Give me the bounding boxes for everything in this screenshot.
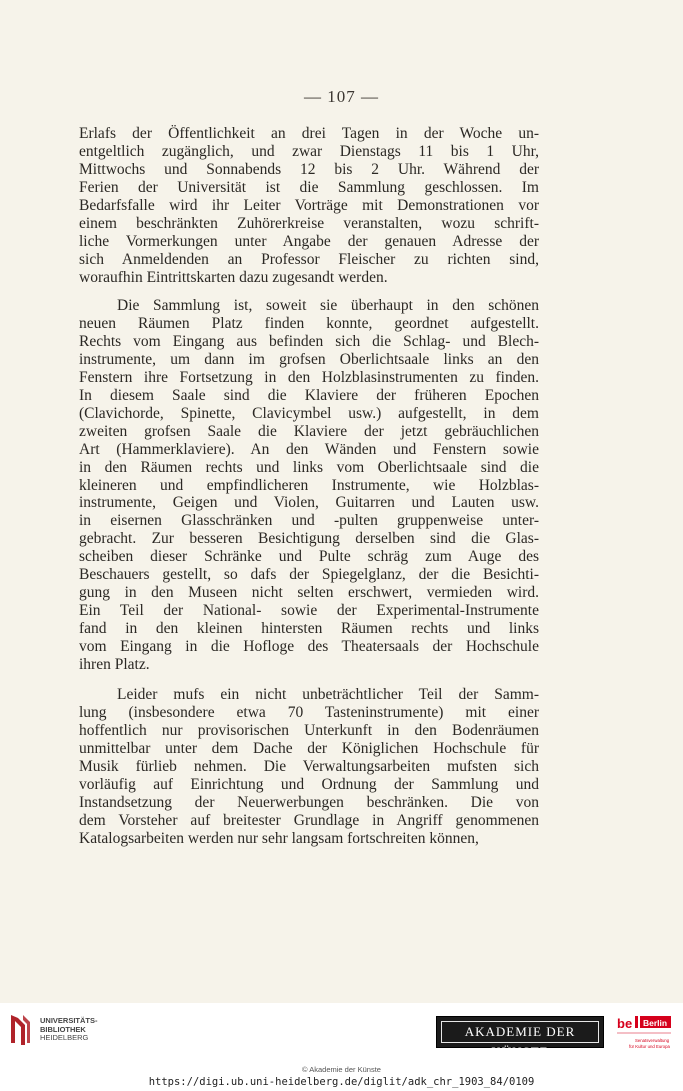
- text-line: sich Anmeldenden an Professor Fleischer zu richten sind,: [79, 250, 539, 268]
- text-line: vom Eingang in die Hofloge des Theatersaals der Hochschule: [79, 638, 539, 656]
- library-name-line: HEIDELBERG: [40, 1033, 89, 1042]
- text-line: dem Vorsteher auf breitester Grundlage in Angriff genommenen: [79, 811, 539, 829]
- text-line: unmittelbar unter dem Dache der Königlichen Hochschule für: [79, 739, 539, 757]
- text-line: In diesem Saale sind die Klaviere der früheren Epochen: [79, 386, 539, 404]
- text-line: Beschauers gestellt, so dafs der Spiegelglanz, der die Besichti-: [79, 566, 539, 584]
- text-line: hoffentlich nur provisorischen Unterkunft in den Bodenräumen: [79, 721, 539, 739]
- text-line: Erlafs der Öffentlichkeit an drei Tagen in der Woche un-: [79, 125, 539, 142]
- copyright-notice: © Akademie der Künste: [302, 1065, 381, 1074]
- senate-subtitle: für Kultur und Europa: [629, 1044, 670, 1049]
- text-line: zweiten grofsen Saale die Klaviere der jetzt gebräuchlichen: [79, 422, 539, 440]
- text-line: in den Räumen rechts und links vom Oberlichtsaale sind die: [79, 458, 539, 476]
- akademie-der-kuenste-logo[interactable]: [436, 1016, 604, 1059]
- text-line: instrumente, um dann im grofsen Oberlichtsaale links an den: [79, 350, 539, 368]
- berlin-mark: Berlin: [643, 1018, 668, 1028]
- text-line: einem beschränkten Zuhörerkreise veranstalten, wozu schrift-: [79, 214, 539, 232]
- text-line: Instandsetzung der Neuerwerbungen beschränken. Die von: [79, 793, 539, 811]
- library-name-line: BIBLIOTHEK: [40, 1024, 86, 1034]
- permalink[interactable]: https://digi.ub.uni-heidelberg.de/diglit/adk_chr_1903_84/0109: [148, 1076, 535, 1088]
- paragraph-1: [79, 125, 539, 287]
- senate-subtitle: Senatsverwaltung: [635, 1038, 670, 1043]
- text-line: ihren Platz.: [79, 656, 150, 674]
- text-line: gebracht. Zur besseren Besichtigung derselben sind die Glas-: [79, 530, 539, 548]
- text-line: Rechts vom Eingang aus befinden sich die Schlag- und Blech-: [79, 332, 539, 350]
- text-line: gung in den Museen nicht selten erschwert, vermieden wird.: [79, 584, 539, 602]
- text-line: kleineren und empfindlicheren Instrumente, wie Holzblas-: [79, 476, 539, 494]
- akademie-label: AKADEMIE DER KÜNSTE: [441, 1021, 599, 1043]
- paragraph-2: [79, 297, 539, 674]
- library-name-line: UNIVERSITÄTS-: [40, 1016, 98, 1025]
- berlin-senate-logo[interactable]: [615, 1014, 673, 1066]
- text-line: entgeltlich zugänglich, und zwar Dienstags 11 bis 1 Uhr,: [79, 142, 539, 160]
- text-line: neuen Räumen Platz finden konnte, geordnet aufgestellt.: [79, 314, 539, 332]
- text-line: Musik fürlieb nehmen. Die Verwaltungsarbeiten mufsten sich: [79, 757, 539, 775]
- text-line: vorläufig auf Einrichtung und Ordnung der Sammlung und: [79, 775, 539, 793]
- text-line: Ferien der Universität ist die Sammlung geschlossen. Im: [79, 178, 539, 196]
- text-line: Leider mufs ein nicht unbeträchtlicher Teil der Samm-: [117, 686, 539, 703]
- page-number: — 107 —: [304, 87, 379, 106]
- text-line: liche Vormerkungen unter Angabe der genauen Adresse der: [79, 232, 539, 250]
- text-line: Fenstern ihre Fortsetzung in den Holzblasinstrumenten zu finden.: [79, 368, 539, 386]
- text-line: Katalogsarbeiten werden nur sehr langsam fortschreiten können,: [79, 829, 479, 847]
- text-line: Bedarfsfalle wird ihr Leiter Vorträge mit Demonstrationen vor: [79, 196, 539, 214]
- be-mark: be: [617, 1016, 633, 1031]
- text-line: Mittwochs und Sonnabends 12 bis 2 Uhr. Während der: [79, 160, 539, 178]
- text-line: instrumente, Geigen und Violen, Guitarren und Lauten usw.: [79, 494, 539, 512]
- text-line: Art (Hammerklaviere). An den Wänden und Fenstern sowie: [79, 440, 539, 458]
- text-line: scheiben dieser Schränke und Pulte schräg zum Auge des: [79, 548, 539, 566]
- library-emblem-icon: [8, 1013, 34, 1047]
- university-library-logo[interactable]: [8, 1013, 128, 1055]
- text-line: lung (insbesondere etwa 70 Tasteninstrumente) mit einer: [79, 703, 539, 721]
- text-line: fand in den kleinen hintersten Räumen rechts und links: [79, 620, 539, 638]
- text-line: in eisernen Glasschränken und -pulten gruppenweise unter-: [79, 512, 539, 530]
- library-name: [40, 1017, 98, 1043]
- text-line: Die Sammlung ist, soweit sie überhaupt in den schönen: [117, 297, 539, 314]
- text-line: woraufhin Eintrittskarten dazu zugesandt werden.: [79, 268, 388, 286]
- text-line: (Clavichorde, Spinette, Clavicymbel usw.) aufgestellt, in dem: [79, 404, 539, 422]
- paragraph-3: [79, 686, 539, 848]
- text-line: Ein Teil der National- sowie der Experimental-Instrumente: [79, 602, 539, 620]
